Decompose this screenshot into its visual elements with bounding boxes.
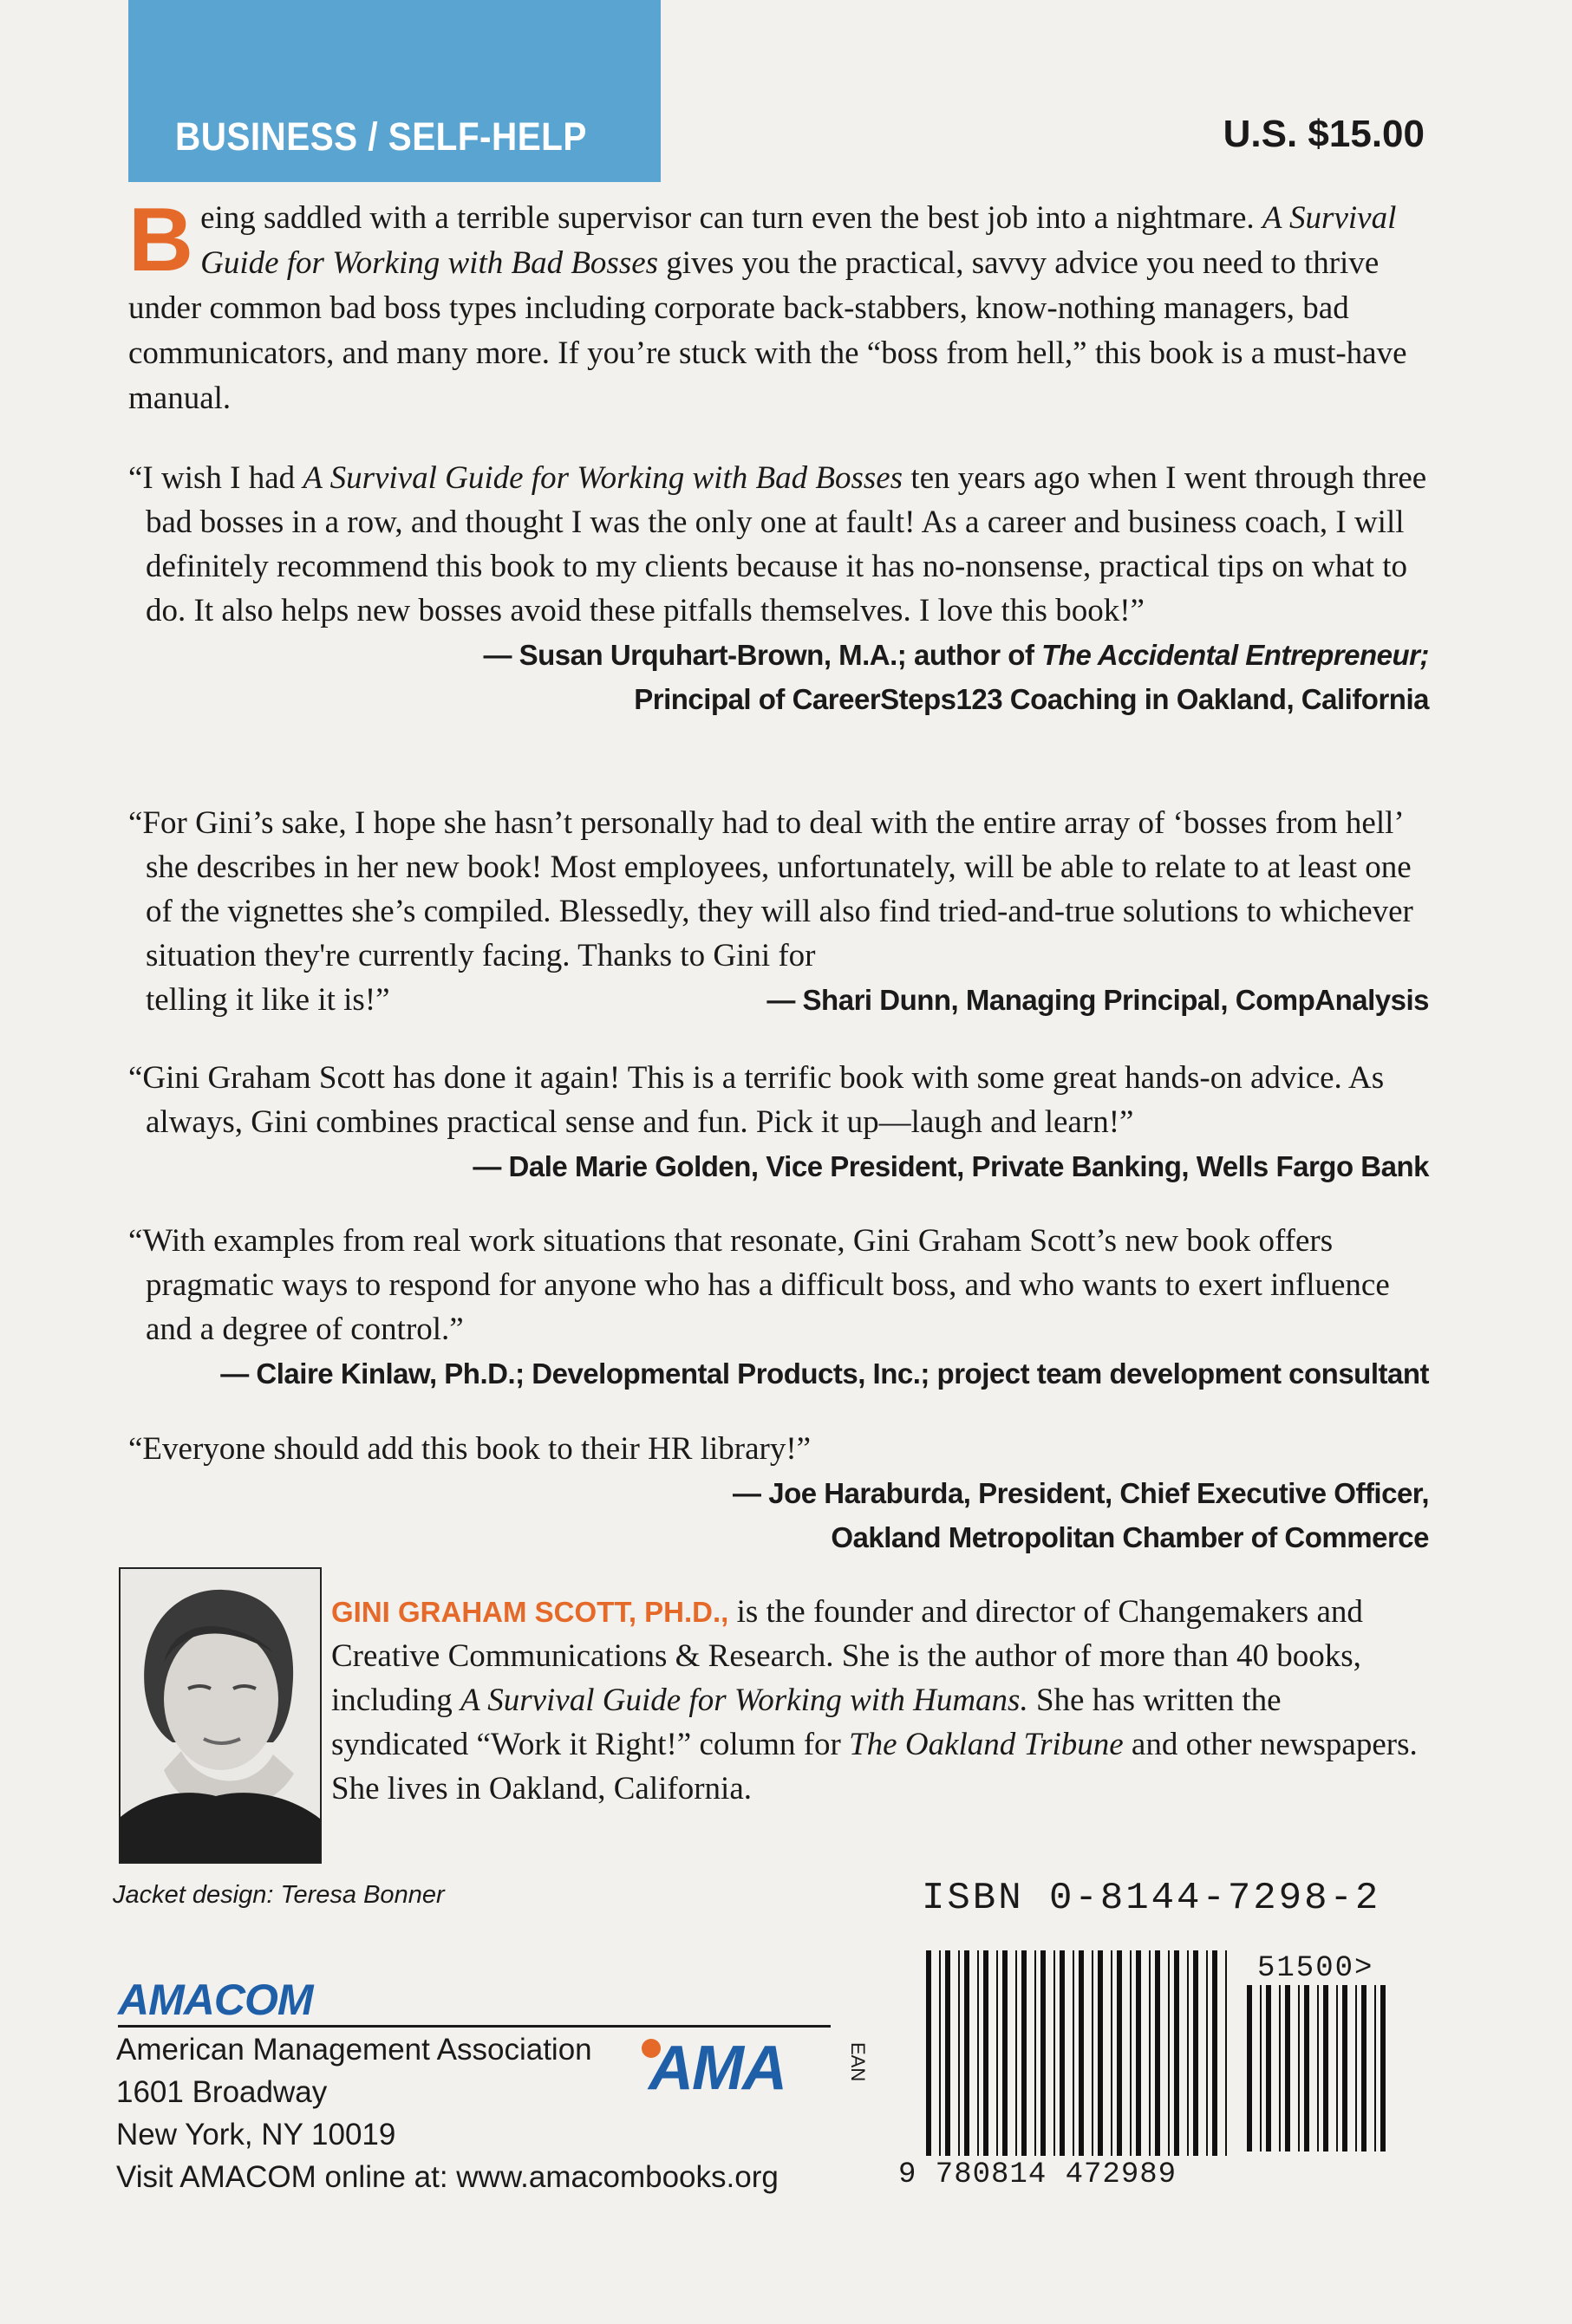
barcode-bar — [1155, 1950, 1160, 2156]
barcode-bar — [1225, 1950, 1227, 2156]
jacket-design-credit: Jacket design: Teresa Bonner — [113, 1881, 445, 1909]
blurb-1-attribution: — Susan Urquhart-Brown, M.A.; author of The Accidental Entrepreneur; — [483, 639, 1429, 671]
isbn-barcode — [924, 1950, 1230, 2180]
barcode-bar — [1285, 1985, 1290, 2151]
publisher-street: 1601 Broadway — [116, 2075, 328, 2109]
author-bio: GINI GRAHAM SCOTT, PH.D., is the founder and director of Changemakers and Creative Communications & Research. She is the author of more than 40 books, including A Survival Guide for Working with Humans. She has written the syndicated “Work it Right!” column for The Oakland Tribune and other newspapers. She lives in Oakland, California. — [331, 1594, 1418, 1806]
author-photo — [119, 1567, 322, 1864]
blurb-5-text: “Everyone should add this book to their HR library!” — [128, 1431, 812, 1467]
barcode-bar — [964, 1950, 969, 2156]
blurb-4-text: “With examples from real work situations that resonate, Gini Graham Scott’s new book offers pragmatic ways to respond for anyone who has a difficult boss, and who wants to exert influence and a degree of control.” — [128, 1223, 1390, 1347]
blurb-3-text: “Gini Graham Scott has done it again! This is a terrific book with some great hands-on advice. As always, Gini combines practical sense and fun. Pick it up—laugh and learn!” — [128, 1060, 1385, 1140]
barcode-bar — [1174, 1950, 1179, 2156]
barcode-bar — [1323, 1985, 1328, 2151]
barcode-bar — [945, 1950, 950, 2156]
intro-book-title: A Survival Guide for Working with Bad Bosses — [200, 200, 1397, 281]
barcode-bar — [1317, 1985, 1319, 2151]
drop-cap: B — [128, 190, 194, 290]
barcode-bar — [1040, 1950, 1046, 2156]
barcode-bar — [1380, 1985, 1386, 2151]
barcode-bar — [1193, 1950, 1198, 2156]
barcode-bar — [1053, 1950, 1055, 2156]
barcode-bar — [1260, 1985, 1262, 2151]
barcode-bar — [1279, 1985, 1281, 2151]
barcode-bar — [1021, 1950, 1027, 2156]
barcode-bar — [1015, 1950, 1017, 2156]
barcode-bar — [1098, 1950, 1103, 2156]
ean-label: EAN — [847, 2042, 869, 2082]
barcode-bar — [1079, 1950, 1084, 2156]
publisher-web: Visit AMACOM online at: www.amacombooks.org — [116, 2160, 779, 2194]
blurb-2-attribution: — Shari Dunn, Managing Principal, CompAnalysis — [766, 984, 1429, 1016]
intro-text-1: eing saddled with a terrible supervisor can turn even the best job into a nightmare. — [200, 200, 1255, 236]
barcode-bar — [1336, 1985, 1338, 2151]
publisher-divider — [118, 2025, 831, 2028]
blurb-5-attribution-line2: Oakland Metropolitan Chamber of Commerce — [831, 1521, 1429, 1553]
barcode-bar — [1266, 1985, 1271, 2151]
barcode-bar — [1206, 1950, 1208, 2156]
blurb-2-text-end: telling it like it is!” — [146, 982, 390, 1018]
author-portrait-icon — [121, 1569, 320, 1862]
blurb-5 — [128, 1427, 1429, 1559]
blurb-4-attribution: — Claire Kinlaw, Ph.D.; Developmental Products, Inc.; project team development consultant — [220, 1357, 1429, 1390]
barcode-bar — [1187, 1950, 1189, 2156]
barcode-bar — [1149, 1950, 1151, 2156]
isbn-label: ISBN 0-8144-7298-2 — [922, 1877, 1381, 1920]
barcode-bar — [1034, 1950, 1036, 2156]
price-label: U.S. $15.00 — [1223, 113, 1425, 155]
barcode-bar — [1212, 1950, 1217, 2156]
price-addon-barcode — [1245, 1985, 1393, 2176]
barcode-bar — [1247, 1985, 1252, 2151]
barcode-bar — [926, 1950, 931, 2156]
barcode-bar — [1130, 1950, 1132, 2156]
barcode-bar — [1304, 1985, 1309, 2151]
barcode-bar — [1117, 1950, 1122, 2156]
barcode-bar — [1002, 1950, 1008, 2156]
category-label: BUSINESS / SELF-HELP — [175, 114, 587, 159]
barcode-bar — [1092, 1950, 1093, 2156]
blurb-2-text: “For Gini’s sake, I hope she hasn’t personally had to deal with the entire array of ‘bosses from hell’ she describes in her new book! Most employees, unfortunately, will be able to relate to at least one of the vignettes she’s compiled. Blessedly, they will also find tried-and-true solutions to whichever situation they're currently facing. Thanks to Gini for — [128, 805, 1413, 973]
ama-logo: AMA — [649, 2034, 786, 2103]
barcode-bar — [1374, 1985, 1376, 2151]
barcode-bar — [1361, 1985, 1367, 2151]
barcode-bar — [1136, 1950, 1141, 2156]
barcode-bar — [1342, 1985, 1347, 2151]
blurb-1-text: “I wish I had A Survival Guide for Working with Bad Bosses ten years ago when I went through three bad bosses in a row, and thought I was the only one at fault! As a career and business coach, I will definitely recommend this book to my clients because it has no-nonsense, practical tips on what to do. It also helps new bosses avoid these pitfalls themselves. I love this book!” — [128, 460, 1427, 628]
barcode-bar — [1060, 1950, 1065, 2156]
intro-text-2: gives you the practical, savvy advice you need to thrive under common bad boss types including corporate back-stabbers, know-nothing managers, bad communicators, and many more. If you’re stuck with the “boss from hell,” this book is a must-have manual. — [128, 245, 1407, 416]
publisher-city: New York, NY 10019 — [116, 2118, 396, 2151]
price-addon-code: 51500> — [1257, 1952, 1374, 1985]
blurb-5-attribution: — Joe Haraburda, President, Chief Executive Officer, — [733, 1477, 1429, 1509]
author-name: GINI GRAHAM SCOTT, PH.D., — [331, 1596, 729, 1628]
publisher-name: American Management Association — [116, 2033, 592, 2067]
blurb-4 — [128, 1219, 1429, 1396]
barcode-bar — [939, 1950, 941, 2156]
barcode-bar — [1073, 1950, 1074, 2156]
barcode-bar — [958, 1950, 960, 2156]
barcode-digits: 9 780814 472989 — [895, 2158, 1180, 2191]
barcode-bar — [996, 1950, 998, 2156]
barcode-bar — [1111, 1950, 1112, 2156]
barcode-bar — [1298, 1985, 1300, 2151]
blurb-3-attribution: — Dale Marie Golden, Vice President, Private Banking, Wells Fargo Bank — [473, 1150, 1429, 1182]
barcode-bar — [977, 1950, 979, 2156]
amacom-logo: AMACOM — [118, 1976, 313, 2024]
intro-paragraph — [128, 190, 1429, 421]
blurb-3 — [128, 1056, 1429, 1188]
blurb-1 — [128, 456, 1429, 721]
barcode-bar — [1355, 1985, 1357, 2151]
blurb-2 — [128, 801, 1429, 1022]
barcode-bar — [983, 1950, 988, 2156]
barcode-bar — [1168, 1950, 1170, 2156]
blurb-1-attribution-line2: Principal of CareerSteps123 Coaching in Oakland, California — [634, 683, 1429, 715]
